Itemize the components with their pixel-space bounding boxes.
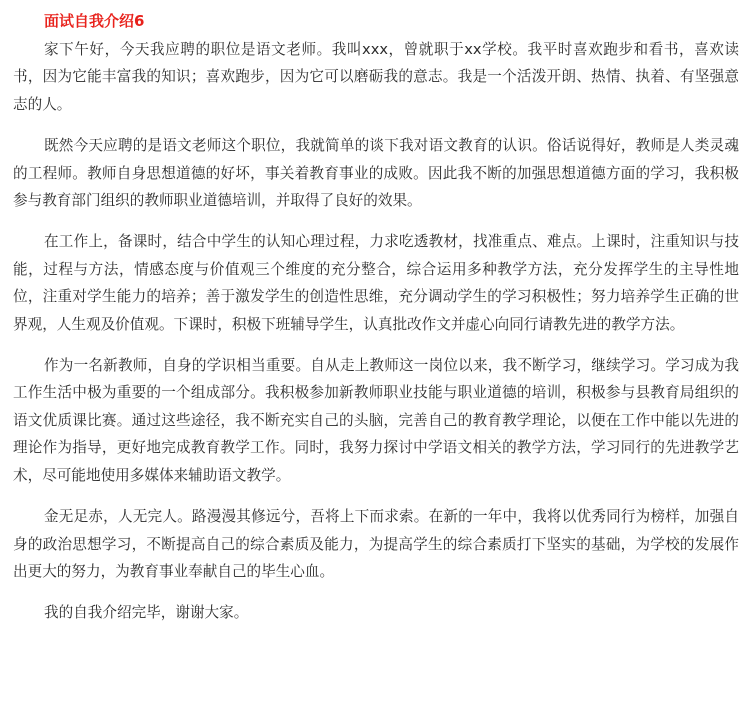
paragraph-ethics: 既然今天应聘的是语文老师这个职位，我就简单的谈下我对语文教育的认识。俗话说得好，教师是人类灵魂的工程师。教师自身思想道德的好坏，事关着教育事业的成败。因此我不断的加强思想道德方面的学习，我积极参与教育部门组织的教师职业道德培训，并取得了良好的效果。 [13, 137, 739, 210]
paragraph-intro: 家下午好，今天我应聘的职位是语文老师。我叫xxx，曾就职于xx学校。我平时喜欢跑步和看书，喜欢读书，因为它能丰富我的知识；喜欢跑步，因为它可以磨砺我的意志。我是一个活泼开朗、热情、执着、有坚强意志的人。 [13, 41, 739, 113]
paragraph-teaching: 在工作上，备课时，结合中学生的认知心理过程，力求吃透教材，找准重点、难点。上课时，注重知识与技能，过程与方法，情感态度与价值观三个维度的充分整合，综合运用多种教学方法，充分发挥学生的主导性地位，注重对学生能力的培养；善于激发学生的创造性思维，充分调动学生的学习积极性；努力培养学生正确的世界观，人生观及价值观。下课时，积极下班辅导学生，认真批改作文并虚心向同行请教先进的教学方法。 [13, 233, 739, 333]
document [13, 0, 739, 627]
document-title: 面试自我介绍6 [44, 12, 145, 30]
paragraph-closing: 我的自我介绍完毕，谢谢大家。 [44, 604, 249, 622]
paragraph-goals: 金无足赤，人无完人。路漫漫其修远兮，吾将上下而求索。在新的一年中，我将以优秀同行为榜样，加强自身的政治思想学习，不断提高自己的综合素质及能力，为提高学生的综合素质打下坚实的基础，为学校的发展作出更大的努力，为教育事业奉献自己的毕生心血。 [13, 508, 739, 580]
paragraph-learning: 作为一名新教师，自身的学识相当重要。自从走上教师这一岗位以来，我不断学习，继续学习。学习成为我工作生活中极为重要的一个组成部分。我积极参加新教师职业技能与职业道德的培训，积极参与县教育局组织的语文优质课比赛。通过这些途径，我不断充实自己的头脑，完善自己的教育教学理论，以便在工作中能以先进的理论作为指导，更好地完成教育教学工作。同时，我努力探讨中学语文相关的教学方法，学习同行的先进教学艺术，尽可能地使用多媒体来辅助语文教学。 [13, 357, 739, 484]
